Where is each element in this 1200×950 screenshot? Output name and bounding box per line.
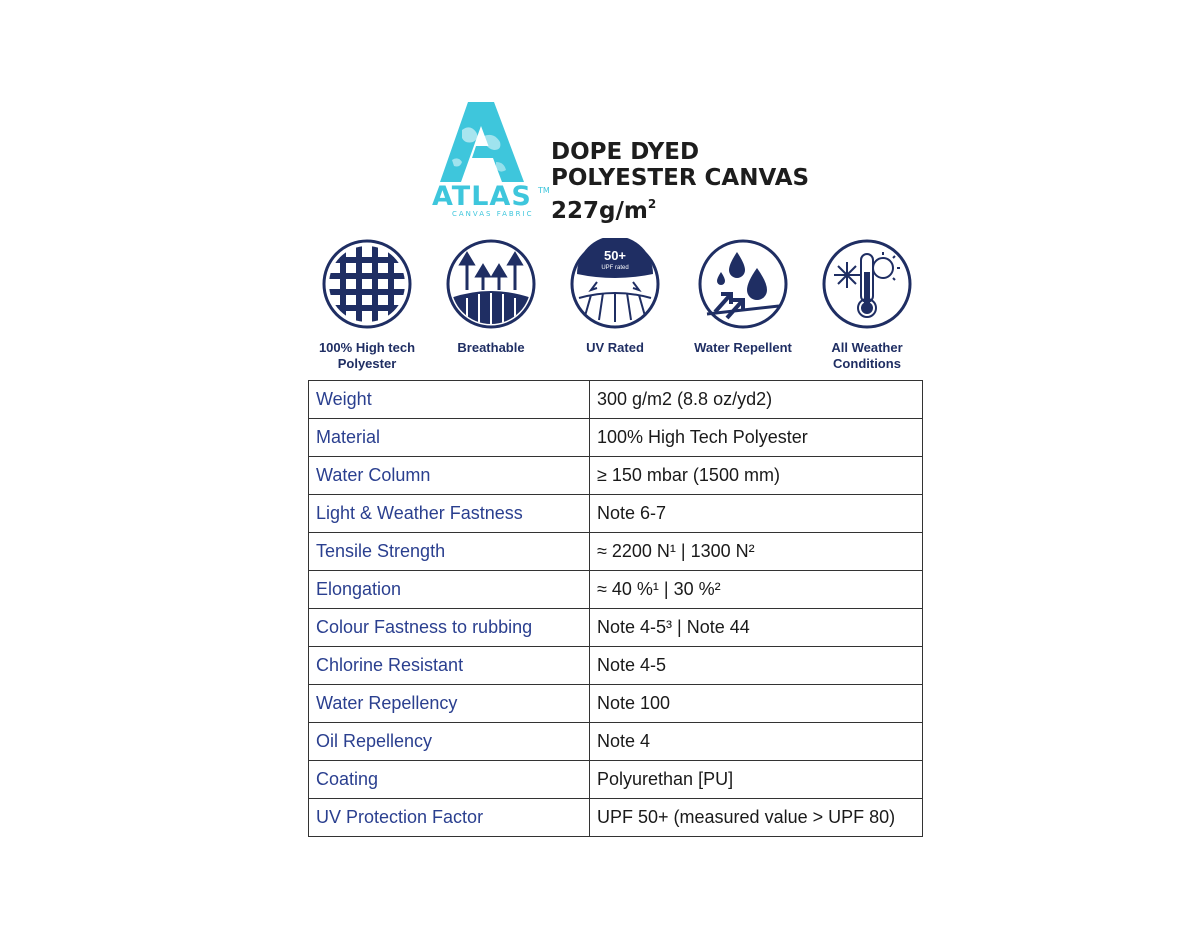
uv-rated-icon — [569, 238, 661, 330]
spec-key: Coating — [309, 761, 590, 799]
spec-value: Note 4 — [590, 723, 923, 761]
spec-key: Elongation — [309, 571, 590, 609]
specs-table — [308, 380, 923, 837]
table-row — [309, 609, 923, 647]
uv-badge-text: 50+ — [603, 248, 627, 263]
spec-value: Note 100 — [590, 685, 923, 723]
atlas-a-mark-icon — [432, 100, 532, 184]
spec-key: Weight — [309, 381, 590, 419]
spec-value: Note 6-7 — [590, 495, 923, 533]
product-title-line2: POLYESTER CANVAS — [551, 165, 810, 191]
spec-key: Colour Fastness to rubbing — [309, 609, 590, 647]
spec-value: UPF 50+ (measured value > UPF 80) — [590, 799, 923, 837]
spec-key: Tensile Strength — [309, 533, 590, 571]
spec-key: UV Protection Factor — [309, 799, 590, 837]
spec-value: ≥ 150 mbar (1500 mm) — [590, 457, 923, 495]
spec-value: 100% High Tech Polyester — [590, 419, 923, 457]
spec-key: Chlorine Resistant — [309, 647, 590, 685]
logo-wordmark: ATLAS — [432, 181, 532, 212]
table-row — [309, 533, 923, 571]
product-weight — [551, 191, 809, 224]
feature-polyester — [303, 238, 431, 372]
spec-value: 300 g/m2 (8.8 oz/yd2) — [590, 381, 923, 419]
feature-label: All Weather Conditions — [831, 340, 903, 371]
table-row — [309, 419, 923, 457]
feature-uv-rated — [551, 238, 679, 356]
table-row — [309, 381, 923, 419]
feature-breathable — [427, 238, 555, 356]
spec-value: Note 4-5³ | Note 44 — [590, 609, 923, 647]
feature-icons-row — [303, 238, 933, 378]
table-row — [309, 495, 923, 533]
table-row — [309, 457, 923, 495]
breathable-arrows-icon — [445, 238, 537, 330]
spec-value: ≈ 40 %¹ | 30 %² — [590, 571, 923, 609]
spec-key: Material — [309, 419, 590, 457]
logo-trademark: TM — [538, 186, 550, 195]
spec-key: Water Repellency — [309, 685, 590, 723]
feature-water-repellent — [679, 238, 807, 356]
spec-value: Note 4-5 — [590, 647, 923, 685]
specs-table-body — [309, 381, 923, 837]
table-row — [309, 799, 923, 837]
product-weight-value: 227g/m — [551, 198, 648, 224]
feature-label: Water Repellent — [694, 340, 792, 355]
thermometer-weather-icon — [821, 238, 913, 330]
spec-key: Water Column — [309, 457, 590, 495]
spec-value: ≈ 2200 N¹ | 1300 N² — [590, 533, 923, 571]
table-row — [309, 723, 923, 761]
feature-label: Breathable — [457, 340, 525, 355]
table-row — [309, 647, 923, 685]
table-row — [309, 761, 923, 799]
atlas-logo — [432, 100, 550, 222]
feature-label: 100% High tech Polyester — [318, 340, 416, 371]
water-drops-icon — [697, 238, 789, 330]
feature-label: UV Rated — [586, 340, 644, 355]
product-title-line1: DOPE DYED — [551, 139, 700, 165]
grid-weave-icon — [321, 238, 413, 330]
spec-key: Light & Weather Fastness — [309, 495, 590, 533]
product-weight-sup: 2 — [647, 197, 657, 211]
feature-all-weather — [803, 238, 931, 372]
table-row — [309, 685, 923, 723]
table-row — [309, 571, 923, 609]
logo-subtitle: CANVAS FABRIC — [452, 210, 534, 218]
spec-value: Polyurethan [PU] — [590, 761, 923, 799]
uv-badge-sub: UPF rated — [601, 265, 629, 271]
product-heading — [551, 139, 809, 224]
spec-key: Oil Repellency — [309, 723, 590, 761]
